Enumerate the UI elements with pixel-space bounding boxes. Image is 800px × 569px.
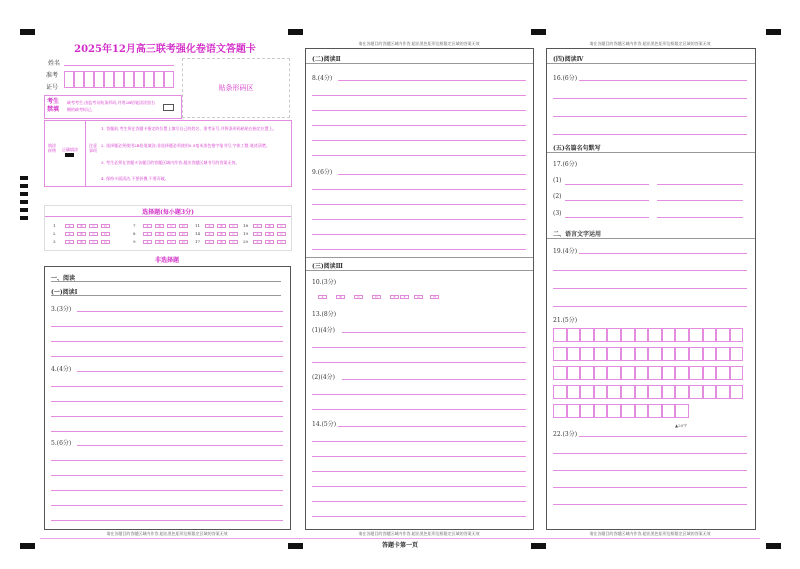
section-title: 一、阅读 [51, 275, 76, 282]
name-field[interactable] [64, 65, 174, 66]
warning-text: 请在各题目的答题区域内作答,超出黑色矩形边框限定区域的答案无效 [589, 531, 711, 536]
question-number: 1 [53, 223, 56, 228]
choice-option-b[interactable]: B [217, 240, 226, 244]
timing-mark [20, 192, 28, 196]
choice-option-c[interactable]: C [167, 224, 176, 228]
answer-line[interactable] [565, 217, 649, 218]
question-number: 11 [195, 223, 201, 228]
answer-line[interactable] [312, 204, 526, 205]
question-number: 20 [243, 239, 249, 244]
answer-line[interactable] [51, 401, 283, 402]
page-footer: 答题卡第一页 [381, 542, 418, 549]
warning-text: 请在各题目的答题区域内作答,超出黑色矩形边框限定区域的答案无效 [358, 531, 480, 536]
choice-option-b[interactable]: B [77, 240, 86, 244]
grid-cell[interactable] [580, 385, 594, 399]
grid-cell[interactable] [594, 404, 608, 418]
answer-line[interactable] [553, 470, 747, 471]
grid-cell[interactable] [567, 328, 581, 342]
grid-cell[interactable] [553, 404, 567, 418]
timing-mark [20, 200, 28, 204]
answer-line[interactable] [312, 234, 526, 235]
choice-option-b[interactable]: B [217, 232, 226, 236]
registration-mark [531, 29, 546, 35]
question-number: 7 [133, 223, 136, 228]
grid-cell[interactable] [580, 404, 594, 418]
choice-title: 选择题(每小题3分) [142, 209, 194, 216]
answer-line[interactable] [312, 409, 526, 410]
choice-option-c[interactable]: C [229, 232, 238, 236]
question-8-label: 8.(4分) [312, 75, 333, 82]
choice-option-b[interactable]: B [155, 240, 164, 244]
grid-cell[interactable] [716, 366, 730, 380]
subsection-title: (一)阅读Ⅰ [51, 289, 78, 296]
barcode-area [182, 58, 290, 118]
answer-line[interactable] [312, 110, 526, 111]
grid-cell[interactable] [567, 366, 581, 380]
answer-line[interactable] [312, 516, 526, 517]
grid-cell[interactable] [607, 328, 621, 342]
q17-item: (3) [553, 210, 562, 217]
name-label: 姓名 [48, 60, 61, 67]
answer-line[interactable] [312, 347, 526, 348]
grid-cell[interactable] [607, 385, 621, 399]
question-number: 14 [195, 231, 201, 236]
answer-line[interactable] [657, 184, 743, 185]
grid-cell[interactable] [716, 347, 730, 361]
grid-cell[interactable] [648, 366, 662, 380]
question-number: 19 [243, 231, 249, 236]
section-title: (二)阅读Ⅱ [312, 56, 341, 63]
grid-cell[interactable] [703, 347, 717, 361]
choice-option-a[interactable]: A [65, 224, 74, 228]
question-19-label: 19.(4分) [553, 248, 578, 255]
choice-option-b[interactable]: B [265, 232, 274, 236]
answer-line[interactable] [312, 441, 526, 442]
answer-line[interactable] [579, 80, 747, 81]
candidate-note: 缺考考生,由监考员贴条形码,并用2B铅笔涂涂黑右侧的缺考标记。 [67, 100, 156, 112]
grid-cell[interactable] [675, 347, 689, 361]
grid-cell[interactable] [716, 328, 730, 342]
choice-option-a[interactable]: A [205, 224, 214, 228]
grid-cell[interactable] [662, 366, 676, 380]
grid-cell[interactable] [580, 328, 594, 342]
answer-line[interactable] [565, 200, 649, 201]
answer-line[interactable] [51, 386, 283, 387]
reading-panel-2 [305, 48, 534, 530]
answer-line[interactable] [312, 95, 526, 96]
answer-line[interactable] [51, 520, 283, 521]
section-title: 二、语言文字运用 [553, 231, 602, 238]
registration-mark [766, 543, 781, 549]
grid-note: ▲20字 [675, 423, 688, 428]
writing-grid[interactable] [553, 328, 749, 424]
q17-item: (1) [553, 177, 562, 184]
grid-cell[interactable] [716, 385, 730, 399]
grid-cell[interactable] [675, 404, 689, 418]
choice-option-c[interactable]: C [277, 240, 286, 244]
barcode-area-label: 贴条形码区 [218, 84, 254, 92]
choice-option-a[interactable]: A [143, 232, 152, 236]
grid-cell[interactable] [594, 328, 608, 342]
q10-option-h[interactable]: H [430, 295, 439, 299]
timing-mark [20, 176, 28, 180]
answer-line[interactable] [51, 326, 283, 327]
notes-side-label: 注意事项 [89, 143, 97, 153]
sample-label: 正确填涂 [62, 147, 78, 152]
exam-id-label: 准考 证号 [46, 72, 59, 91]
grid-cell[interactable] [621, 366, 635, 380]
choice-option-a[interactable]: A [65, 232, 74, 236]
answer-line[interactable] [657, 200, 743, 201]
answer-line[interactable] [51, 341, 283, 342]
answer-line[interactable] [51, 475, 283, 476]
grid-cell[interactable] [635, 404, 649, 418]
question-13-label: 13.(8分) [312, 311, 337, 318]
q10-option-a[interactable]: A [318, 295, 327, 299]
answer-line[interactable] [51, 416, 283, 417]
question-14-label: 14.(5分) [312, 421, 337, 428]
warning-text: 请在各题目的答题区域内作答,超出黑色矩形边框限定区域的答案无效 [358, 41, 480, 46]
question-number: 2 [53, 231, 56, 236]
choice-option-b[interactable]: B [265, 224, 274, 228]
choice-option-b[interactable]: B [77, 232, 86, 236]
grid-cell[interactable] [567, 347, 581, 361]
grid-cell[interactable] [689, 366, 703, 380]
grid-cell[interactable] [553, 328, 567, 342]
answer-line[interactable] [51, 356, 283, 357]
grid-cell[interactable] [730, 347, 744, 361]
grid-cell[interactable] [648, 385, 662, 399]
choice-option-d[interactable]: D [179, 240, 188, 244]
registration-mark [20, 543, 35, 549]
question-21-label: 21.(5分) [553, 317, 578, 324]
answer-line[interactable] [579, 436, 747, 437]
answer-line[interactable] [342, 379, 526, 380]
grid-cell[interactable] [580, 366, 594, 380]
grid-cell[interactable] [635, 347, 649, 361]
answer-line[interactable] [579, 253, 747, 254]
answer-line[interactable] [553, 134, 747, 135]
grid-cell[interactable] [689, 347, 703, 361]
answer-line[interactable] [312, 456, 526, 457]
choice-option-a[interactable]: A [253, 232, 262, 236]
grid-cell[interactable] [607, 404, 621, 418]
answer-line[interactable] [312, 125, 526, 126]
q10-option-e[interactable]: E [390, 295, 399, 299]
absent-mark-box[interactable] [163, 104, 174, 111]
question-number: 17 [195, 239, 201, 244]
choice-option-c[interactable]: C [277, 224, 286, 228]
answer-line[interactable] [553, 504, 747, 505]
answer-line[interactable] [553, 270, 747, 271]
answer-line[interactable] [77, 311, 283, 312]
q10-option-c[interactable]: C [354, 295, 363, 299]
answer-line[interactable] [338, 426, 526, 427]
answer-line[interactable] [338, 80, 526, 81]
grid-cell[interactable] [607, 347, 621, 361]
answer-line[interactable] [553, 288, 747, 289]
grid-cell[interactable] [662, 385, 676, 399]
answer-line[interactable] [312, 140, 526, 141]
question-9-label: 9.(6分) [312, 169, 333, 176]
question-number: 9 [133, 239, 136, 244]
answer-line[interactable] [51, 460, 283, 461]
answer-line[interactable] [657, 217, 743, 218]
grid-cell[interactable] [730, 366, 744, 380]
answer-sheet-title: 2025年12月高三联考强化卷语文答题卡 [74, 44, 256, 55]
answer-line[interactable] [338, 174, 526, 175]
grid-cell[interactable] [648, 404, 662, 418]
sample-side-label: 填涂样例 [48, 143, 56, 153]
grid-cell[interactable] [594, 347, 608, 361]
question-number: 18 [243, 223, 249, 228]
choice-option-a[interactable]: A [65, 240, 74, 244]
choice-option-c[interactable]: C [229, 224, 238, 228]
reading-panel-3 [546, 48, 756, 530]
choice-option-b[interactable]: B [155, 224, 164, 228]
answer-line[interactable] [312, 249, 526, 250]
grid-cell[interactable] [621, 347, 635, 361]
answer-line[interactable] [312, 471, 526, 472]
grid-cell[interactable] [662, 328, 676, 342]
answer-line[interactable] [312, 155, 526, 156]
grid-cell[interactable] [553, 385, 567, 399]
grid-cell[interactable] [703, 366, 717, 380]
choice-option-a[interactable]: A [205, 240, 214, 244]
answer-line[interactable] [553, 453, 747, 454]
choice-option-c[interactable]: C [89, 224, 98, 228]
nonchoice-title: 非选择题 [154, 257, 179, 264]
answer-line[interactable] [312, 219, 526, 220]
answer-line[interactable] [77, 445, 283, 446]
instruction-line: 3. 考生必须在答题卡各题目的答题区域内作答,超出答题区域书写的答案无效。 [101, 160, 240, 165]
grid-cell[interactable] [689, 328, 703, 342]
grid-cell[interactable] [703, 385, 717, 399]
q10-option-f[interactable]: F [400, 295, 409, 299]
grid-cell[interactable] [635, 385, 649, 399]
choice-option-c[interactable]: C [229, 240, 238, 244]
warning-text: 请在各题目的答题区域内作答,超出黑色矩形边框限定区域的答案无效 [106, 531, 228, 536]
instruction-line: 4. 保持卡面清洁,不要折叠,不要弄破。 [101, 176, 169, 181]
choice-option-a[interactable]: A [143, 240, 152, 244]
instruction-line: 2. 选择题必须使用2B铅笔填涂;非选择题必须使用0.5毫米黑色签字笔书写,字体工整,笔迹清楚。 [101, 143, 270, 148]
grid-cell[interactable] [594, 366, 608, 380]
candidate-box [44, 95, 182, 119]
grid-cell[interactable] [730, 328, 744, 342]
grid-cell[interactable] [648, 328, 662, 342]
grid-cell[interactable] [675, 385, 689, 399]
grid-cell[interactable] [648, 347, 662, 361]
answer-line[interactable] [342, 332, 526, 333]
choice-option-b[interactable]: B [265, 240, 274, 244]
registration-mark [531, 543, 546, 549]
q10-option-b[interactable]: B [336, 295, 345, 299]
choice-option-a[interactable]: A [253, 240, 262, 244]
grid-cell[interactable] [621, 385, 635, 399]
registration-mark [288, 543, 303, 549]
question-number: 8 [133, 231, 136, 236]
choice-option-a[interactable]: A [143, 224, 152, 228]
registration-mark [20, 29, 35, 35]
grid-cell[interactable] [607, 366, 621, 380]
instruction-line: 1. 答题前,考生须在答题卡指定的位置上填写自己的姓名、准考证号,并将条形码粘贴在指定位置上。 [101, 126, 277, 131]
choice-option-d[interactable]: D [101, 232, 110, 236]
grid-cell[interactable] [703, 328, 717, 342]
section-title: (四)阅读Ⅳ [553, 56, 584, 63]
filled-sample [65, 153, 74, 157]
answer-line[interactable] [51, 505, 283, 506]
choice-option-c[interactable]: C [89, 232, 98, 236]
question-16-label: 16.(6分) [553, 75, 578, 82]
timing-mark [20, 184, 28, 188]
answer-line[interactable] [312, 189, 526, 190]
choice-option-c[interactable]: C [167, 240, 176, 244]
answer-line[interactable] [51, 490, 283, 491]
answer-line[interactable] [312, 486, 526, 487]
answer-line[interactable] [553, 306, 747, 307]
grid-cell[interactable] [662, 347, 676, 361]
grid-cell[interactable] [635, 366, 649, 380]
choice-option-d[interactable]: D [179, 232, 188, 236]
reading-panel-1 [44, 266, 291, 530]
answer-line[interactable] [312, 362, 526, 363]
grid-cell[interactable] [567, 385, 581, 399]
question-5-label: 5.(6分) [51, 440, 72, 447]
choice-option-c[interactable]: C [167, 232, 176, 236]
grid-cell[interactable] [621, 404, 635, 418]
choice-option-a[interactable]: A [253, 224, 262, 228]
grid-cell[interactable] [567, 404, 581, 418]
registration-mark [288, 29, 303, 35]
answer-line[interactable] [553, 98, 747, 99]
choice-option-d[interactable]: D [101, 224, 110, 228]
answer-line[interactable] [553, 116, 747, 117]
answer-line[interactable] [565, 184, 649, 185]
answer-line[interactable] [77, 371, 283, 372]
answer-line[interactable] [312, 501, 526, 502]
question-3-label: 3.(3分) [51, 306, 72, 313]
q17-item: (2) [553, 193, 562, 200]
registration-mark [766, 29, 781, 35]
answer-line[interactable] [553, 487, 747, 488]
choice-option-b[interactable]: B [155, 232, 164, 236]
choice-option-a[interactable]: A [205, 232, 214, 236]
question-4-label: 4.(4分) [51, 366, 72, 373]
choice-option-c[interactable]: C [277, 232, 286, 236]
question-17-label: 17.(6分) [553, 161, 578, 168]
grid-cell[interactable] [621, 328, 635, 342]
grid-cell[interactable] [594, 385, 608, 399]
choice-panel [44, 205, 292, 251]
instructions-box [44, 120, 292, 187]
question-13-2-label: (2)(4分) [312, 374, 335, 381]
grid-cell[interactable] [662, 404, 676, 418]
grid-cell[interactable] [553, 347, 567, 361]
grid-cell[interactable] [580, 347, 594, 361]
choice-option-d[interactable]: D [179, 224, 188, 228]
answer-line[interactable] [51, 431, 283, 432]
choice-option-b[interactable]: B [217, 224, 226, 228]
warning-text: 请在各题目的答题区域内作答,超出黑色矩形边框限定区域的答案无效 [589, 41, 711, 46]
choice-option-c[interactable]: C [89, 240, 98, 244]
section-title: (五)名篇名句默写 [553, 145, 601, 152]
question-13-1-label: (1)(4分) [312, 327, 335, 334]
grid-cell[interactable] [675, 328, 689, 342]
q10-option-d[interactable]: D [372, 295, 381, 299]
question-22-label: 22.(3分) [553, 431, 578, 438]
timing-mark [20, 216, 28, 220]
grid-cell[interactable] [635, 328, 649, 342]
choice-option-b[interactable]: B [77, 224, 86, 228]
choice-option-d[interactable]: D [101, 240, 110, 244]
grid-cell[interactable] [689, 385, 703, 399]
question-number: 3 [53, 239, 56, 244]
candidate-label: 考生 禁填 [47, 98, 60, 113]
grid-cell[interactable] [675, 366, 689, 380]
section-title: (三)阅读Ⅲ [312, 263, 343, 270]
q10-option-g[interactable]: G [414, 295, 423, 299]
timing-mark [20, 208, 28, 212]
grid-cell[interactable] [553, 366, 567, 380]
answer-line[interactable] [312, 394, 526, 395]
grid-cell[interactable] [730, 385, 744, 399]
question-10-label: 10.(3分) [312, 279, 337, 286]
